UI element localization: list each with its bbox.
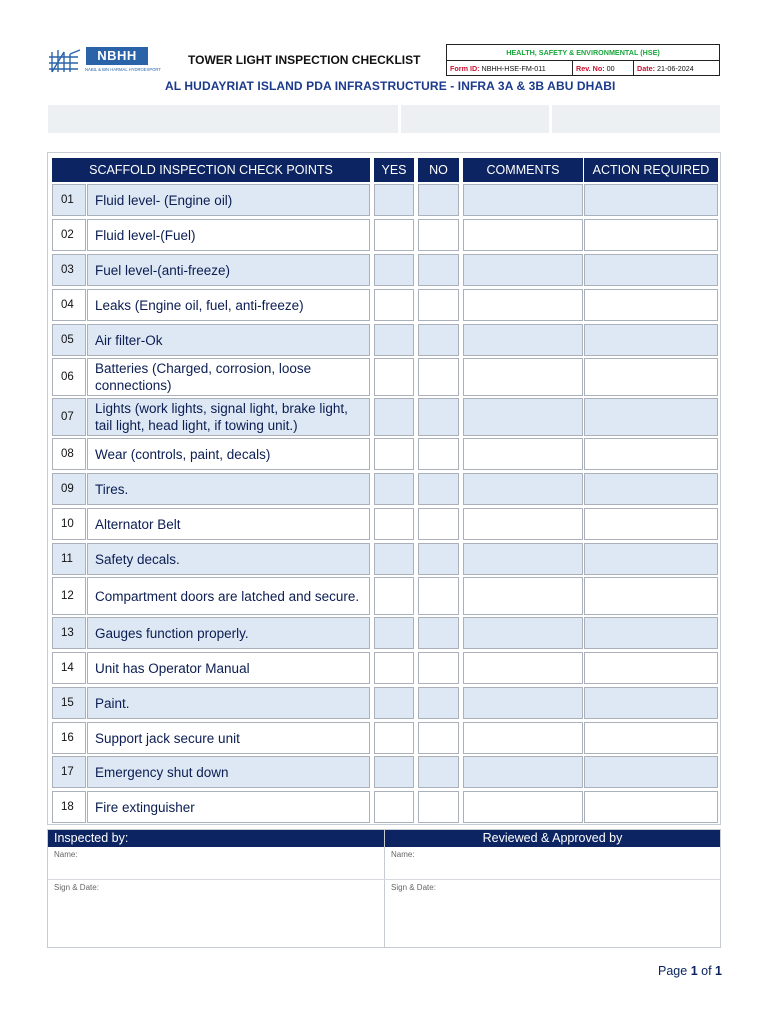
no-cell[interactable] [418,438,459,470]
comments-cell[interactable] [463,358,583,396]
row-number: 16 [52,722,86,754]
yes-cell[interactable] [374,577,414,615]
inspection-checklist-table [47,152,721,825]
check-item: Fire extinguisher [87,791,370,823]
table-row [48,577,720,615]
row-number: 07 [52,398,86,436]
comments-cell[interactable] [463,722,583,754]
no-cell[interactable] [418,722,459,754]
check-item: Support jack secure unit [87,722,370,754]
row-number: 06 [52,358,86,396]
action-required-cell[interactable] [584,358,718,396]
row-number: 09 [52,473,86,505]
table-row [48,324,720,356]
table-row [48,398,720,436]
comments-cell[interactable] [463,473,583,505]
table-row [48,543,720,575]
action-required-cell[interactable] [584,289,718,321]
signoff-section [47,829,721,948]
no-cell[interactable] [418,687,459,719]
action-required-cell[interactable] [584,687,718,719]
yes-cell[interactable] [374,617,414,649]
action-required-cell[interactable] [584,577,718,615]
no-cell[interactable] [418,508,459,540]
form-id-label: Form ID: [450,64,480,73]
table-row [48,438,720,470]
action-required-cell[interactable] [584,254,718,286]
comments-cell[interactable] [463,577,583,615]
comments-cell[interactable] [463,687,583,719]
comments-cell[interactable] [463,652,583,684]
action-required-cell[interactable] [584,438,718,470]
header-yes: YES [374,158,414,182]
header-comments: COMMENTS [463,158,583,182]
project-title: AL HUDAYRIAT ISLAND PDA INFRASTRUCTURE - INFRA 3A & 3B ABU DHABI [165,79,616,93]
table-row [48,722,720,754]
no-cell[interactable] [418,398,459,436]
check-item: Fuel level-(anti-freeze) [87,254,370,286]
table-row [48,508,720,540]
reviewer-sign-date-field[interactable]: Sign & Date: [391,883,436,892]
row-number: 15 [52,687,86,719]
yes-cell[interactable] [374,543,414,575]
rev-cell [573,61,634,76]
comments-cell[interactable] [463,219,583,251]
action-required-cell[interactable] [584,508,718,540]
yes-cell[interactable] [374,756,414,788]
no-cell[interactable] [418,652,459,684]
yes-cell[interactable] [374,289,414,321]
company-logo [48,46,161,76]
form-id-cell [447,61,573,76]
row-number: 01 [52,184,86,216]
rev-value: 00 [606,64,615,73]
page-indicator [658,964,722,978]
action-required-cell[interactable] [584,184,718,216]
row-number: 17 [52,756,86,788]
yes-cell[interactable] [374,722,414,754]
action-required-cell[interactable] [584,473,718,505]
action-required-cell[interactable] [584,617,718,649]
no-cell[interactable] [418,254,459,286]
info-field-2[interactable] [401,105,549,133]
page-total: 1 [715,964,722,978]
comments-cell[interactable] [463,184,583,216]
row-number: 12 [52,577,86,615]
action-required-cell[interactable] [584,324,718,356]
comments-cell[interactable] [463,508,583,540]
yes-cell[interactable] [374,687,414,719]
no-cell[interactable] [418,184,459,216]
inspector-name-field[interactable]: Name: [54,850,78,859]
yes-cell[interactable] [374,438,414,470]
form-id-value: NBHH-HSE-FM-011 [481,64,546,73]
brand-name: NBHH [86,47,148,65]
yes-cell[interactable] [374,324,414,356]
inspected-by-header: Inspected by: [48,830,384,847]
row-number: 05 [52,324,86,356]
table-row [48,687,720,719]
comments-cell[interactable] [463,254,583,286]
table-row [48,219,720,251]
check-item: Lights (work lights, signal light, brake light, tail light, head light, if towing unit.) [87,398,370,436]
no-cell[interactable] [418,543,459,575]
no-cell[interactable] [418,324,459,356]
page-word: Page [658,964,688,978]
brand-tagline: NABIL & BIN HARMAL HYDROEXPORT [85,67,161,72]
inspector-sign-date-field[interactable]: Sign & Date: [54,883,99,892]
row-number: 04 [52,289,86,321]
no-cell[interactable] [418,473,459,505]
check-item: Fluid level-(Fuel) [87,219,370,251]
no-cell[interactable] [418,756,459,788]
comments-cell[interactable] [463,791,583,823]
check-item: Air filter-Ok [87,324,370,356]
table-row [48,617,720,649]
check-item: Fluid level- (Engine oil) [87,184,370,216]
table-row [48,791,720,823]
comments-cell[interactable] [463,289,583,321]
table-row [48,473,720,505]
yes-cell[interactable] [374,508,414,540]
page-number: 1 [690,964,698,978]
of-word: of [701,964,712,978]
hse-department: HEALTH, SAFETY & ENVIRONMENTAL (HSE) [447,45,719,61]
row-number: 14 [52,652,86,684]
row-number: 18 [52,791,86,823]
comments-cell[interactable] [463,756,583,788]
hse-form-info [446,44,720,76]
check-item: Paint. [87,687,370,719]
date-value: 21-06-2024 [656,64,694,73]
check-item: Gauges function properly. [87,617,370,649]
no-cell[interactable] [418,617,459,649]
action-required-cell[interactable] [584,219,718,251]
check-item: Compartment doors are latched and secure. [87,577,370,615]
yes-cell[interactable] [374,219,414,251]
table-row [48,652,720,684]
action-required-cell[interactable] [584,791,718,823]
no-cell[interactable] [418,577,459,615]
no-cell[interactable] [418,289,459,321]
comments-cell[interactable] [463,324,583,356]
table-row [48,358,720,396]
no-cell[interactable] [418,791,459,823]
table-row [48,756,720,788]
check-item: Emergency shut down [87,756,370,788]
header-action-required: ACTION REQUIRED [584,158,718,182]
table-row [48,254,720,286]
scaffold-grid-icon [48,48,82,74]
action-required-cell[interactable] [584,652,718,684]
reviewer-name-field[interactable]: Name: [391,850,415,859]
check-item: Wear (controls, paint, decals) [87,438,370,470]
table-row [48,289,720,321]
date-cell [634,61,719,76]
action-required-cell[interactable] [584,722,718,754]
action-required-cell[interactable] [584,543,718,575]
header-no: NO [418,158,459,182]
comments-cell[interactable] [463,398,583,436]
comments-cell[interactable] [463,617,583,649]
yes-cell[interactable] [374,184,414,216]
check-item: Batteries (Charged, corrosion, loose connections) [87,358,370,396]
check-item: Tires. [87,473,370,505]
action-required-cell[interactable] [584,398,718,436]
no-cell[interactable] [418,358,459,396]
yes-cell[interactable] [374,358,414,396]
row-number: 13 [52,617,86,649]
rev-label: Rev. No: [576,64,605,73]
row-number: 02 [52,219,86,251]
reviewed-by-header: Reviewed & Approved by [385,830,720,847]
document-title: TOWER LIGHT INSPECTION CHECKLIST [188,53,421,67]
row-number: 03 [52,254,86,286]
header-check-points: SCAFFOLD INSPECTION CHECK POINTS [52,158,370,182]
row-number: 10 [52,508,86,540]
comments-cell[interactable] [463,543,583,575]
yes-cell[interactable] [374,254,414,286]
info-field-1[interactable] [48,105,398,133]
check-item: Leaks (Engine oil, fuel, anti-freeze) [87,289,370,321]
check-item: Alternator Belt [87,508,370,540]
info-field-3[interactable] [552,105,720,133]
yes-cell[interactable] [374,473,414,505]
action-required-cell[interactable] [584,756,718,788]
yes-cell[interactable] [374,398,414,436]
no-cell[interactable] [418,219,459,251]
check-item: Safety decals. [87,543,370,575]
table-row [48,184,720,216]
date-label: Date: [637,64,655,73]
comments-cell[interactable] [463,438,583,470]
row-number: 08 [52,438,86,470]
yes-cell[interactable] [374,652,414,684]
row-number: 11 [52,543,86,575]
check-item: Unit has Operator Manual [87,652,370,684]
yes-cell[interactable] [374,791,414,823]
